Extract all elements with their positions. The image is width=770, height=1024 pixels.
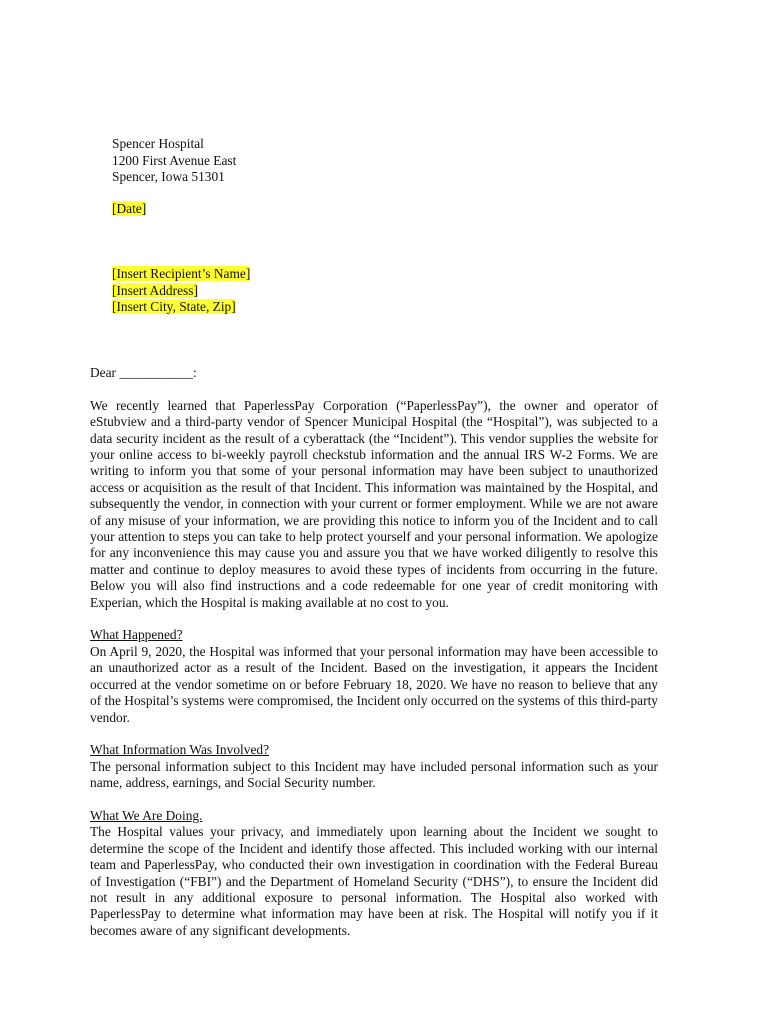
sender-address-block (112, 136, 236, 186)
letter-body (90, 365, 658, 956)
intro-paragraph: We recently learned that PaperlessPay Corporation (“PaperlessPay”), the owner and operator of eStubview and a third-party vendor of Spencer Municipal Hospital (the “Hospital”), was subjected to a data security incident as the result of a cyberattack (the “Incident”). This vendor supplies the website for your online access to bi-weekly payroll checkstub information and the annual IRS W-2 Forms. We are writing to inform you that some of your personal information may have been subject to unauthorized access or acquisition as the result of that Incident. This information was maintained by the Hospital, and subsequently the vendor, in connection with your current or former employment. While we are not aware of any misuse of your information, we are providing this notice to inform you of the Incident and to call your attention to steps you can take to help protect yourself and your personal information. We apologize for any inconvenience this may cause you and assure you that we have worked diligently to resolve this matter and continue to deploy measures to avoid these types of incidents from occurring in the future. Below you will also find instructions and a code redeemable for one year of credit monitoring with Experian, which the Hospital is making available at no cost to you. (90, 397, 658, 610)
sender-city: Spencer, Iowa 51301 (112, 169, 225, 185)
sender-name: Spencer Hospital (112, 136, 204, 151)
salutation: Dear ___________: (90, 365, 197, 380)
section-body: On April 9, 2020, the Hospital was informed that your personal information may have been accessible to an unauthorized actor as a result of the Incident. Based on the investigation, it appears the Incident occurred at the vendor sometime on or before February 18, 2020. We have no reason to believe that any of the Hospital’s systems were compromised, the Incident only occurred on the systems of this third-party vendor. (90, 643, 658, 725)
date-placeholder: [Date] (112, 201, 147, 216)
section-heading: What We Are Doing. (90, 807, 203, 823)
section-body: The personal information subject to this Incident may have included personal information such as your name, address, earnings, and Social Security number. (90, 758, 658, 791)
date-block (112, 201, 146, 218)
section-information-involved (90, 742, 658, 791)
recipient-address-block (112, 266, 250, 316)
recipient-name-placeholder: [Insert Recipient’s Name] (112, 266, 251, 281)
section-heading: What Information Was Involved? (90, 742, 270, 758)
recipient-address-placeholder: [Insert Address] (112, 282, 198, 298)
sender-street: 1200 First Avenue East (112, 152, 237, 168)
section-what-happened (90, 627, 658, 725)
section-heading: What Happened? (90, 627, 183, 643)
section-body: The Hospital values your privacy, and immediately upon learning about the Incident we sought to determine the scope of the Incident and identify those affected. This included working with our internal team and PaperlessPay, who conducted their own investigation in coordination with the Federal Bureau of Investigation (“FBI”) and the Department of Homeland Security (“DHS”), to ensure the Incident did not result in any additional exposure to personal information. The Hospital also worked with PaperlessPay to determine what information may have been at risk. The Hospital will notify you if it becomes aware of any significant developments. (90, 824, 658, 938)
section-what-we-are-doing (90, 808, 658, 939)
recipient-city-placeholder: [Insert City, State, Zip] (112, 299, 236, 315)
